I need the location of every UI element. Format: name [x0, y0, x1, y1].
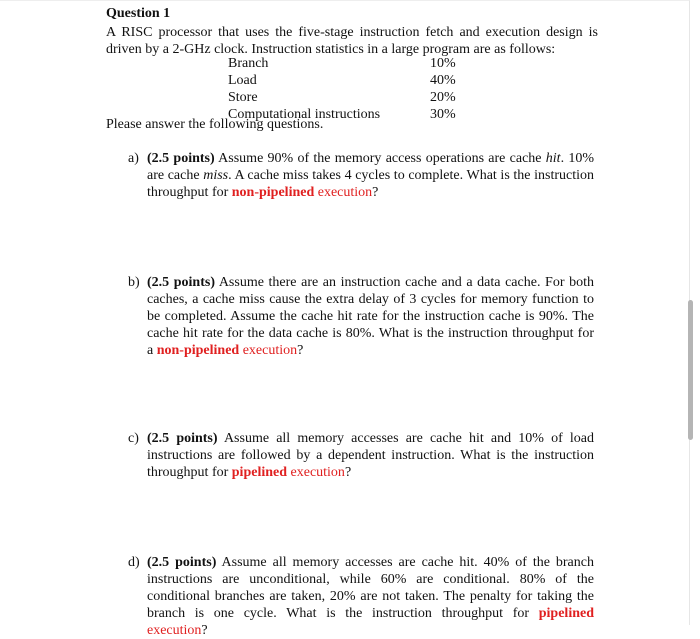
question-text — [147, 150, 594, 201]
stat-percent: 30% — [430, 107, 456, 122]
question-text — [147, 554, 594, 639]
execution-word: execution — [314, 185, 373, 200]
question-text — [147, 430, 594, 481]
stat-row-branch — [228, 55, 468, 72]
highlight-keyword: non-pipelined — [231, 185, 315, 200]
text-segment: Assume all memory accesses are cache hit and 10% of load instructions are followed by a dependent instruction. What is the instruction throughput for — [147, 431, 594, 480]
question-letter: d) — [128, 555, 140, 570]
text-segment: ? — [297, 343, 304, 358]
text-segment: Assume all memory accesses are cache hit. 40% of the branch instructions are unconditional, while 60% are conditional. 80% of the conditional branches are taken, 20% are not taken. The penalty for taking the branch is one cycle. What is the instruction throughput for — [147, 555, 594, 621]
stat-percent: 40% — [430, 73, 456, 88]
text-segment: ? — [344, 465, 352, 480]
points-label: (2.5 points) — [147, 151, 215, 166]
points-label: (2.5 points) — [147, 275, 215, 290]
text-segment: . 10% are cache — [147, 151, 594, 183]
stat-name: Store — [228, 90, 258, 105]
stat-name: Load — [228, 73, 257, 88]
instruction-stats-table — [228, 55, 468, 123]
prompt-text: Please answer the following questions. — [106, 117, 324, 132]
text-segment: . A cache miss takes 4 cycles to complete. What is the instruction throughput for — [147, 168, 594, 200]
emphasis-hit: hit — [545, 151, 561, 166]
execution-word: execution — [239, 343, 298, 358]
question-letter: a) — [128, 151, 139, 166]
question-text — [147, 274, 594, 359]
intro-paragraph: A RISC processor that uses the five-stage instruction fetch and execution design is driven by a 2-GHz clock. Instruction statistics in a large program are as follows: — [106, 25, 598, 57]
stat-percent: 10% — [430, 56, 456, 71]
emphasis-miss: miss — [203, 168, 229, 183]
highlight-keyword: pipelined — [231, 465, 288, 480]
question-letter: c) — [128, 431, 139, 446]
scrollbar-thumb[interactable] — [688, 300, 693, 440]
text-segment: Assume 90% of the memory access operations are cache — [214, 151, 546, 166]
stat-row-store — [228, 89, 468, 106]
text-segment: ? — [372, 185, 379, 200]
execution-word: execution — [287, 465, 345, 480]
question-letter: b) — [128, 275, 140, 290]
highlight-keyword: pipelined — [538, 606, 594, 621]
text-segment: ? — [201, 623, 208, 638]
question-title: Question 1 — [106, 6, 171, 21]
stat-name: Branch — [228, 56, 269, 71]
stat-percent: 20% — [430, 90, 456, 105]
text-segment: Assume there are an instruction cache and a data cache. For both caches, a cache miss cause the extra delay of 3 cycles for memory function to be completed. Assume the cache hit rate for the instruction cache is 90%. The cache hit rate for the data cache is 80%. What is the instruction throughput for a — [147, 275, 594, 358]
stat-row-load — [228, 72, 468, 89]
stat-name: Computational instructions — [228, 107, 381, 122]
execution-word: execution — [147, 623, 202, 638]
points-label: (2.5 points) — [147, 431, 218, 446]
points-label: (2.5 points) — [147, 555, 217, 570]
highlight-keyword: non-pipelined — [156, 343, 240, 358]
